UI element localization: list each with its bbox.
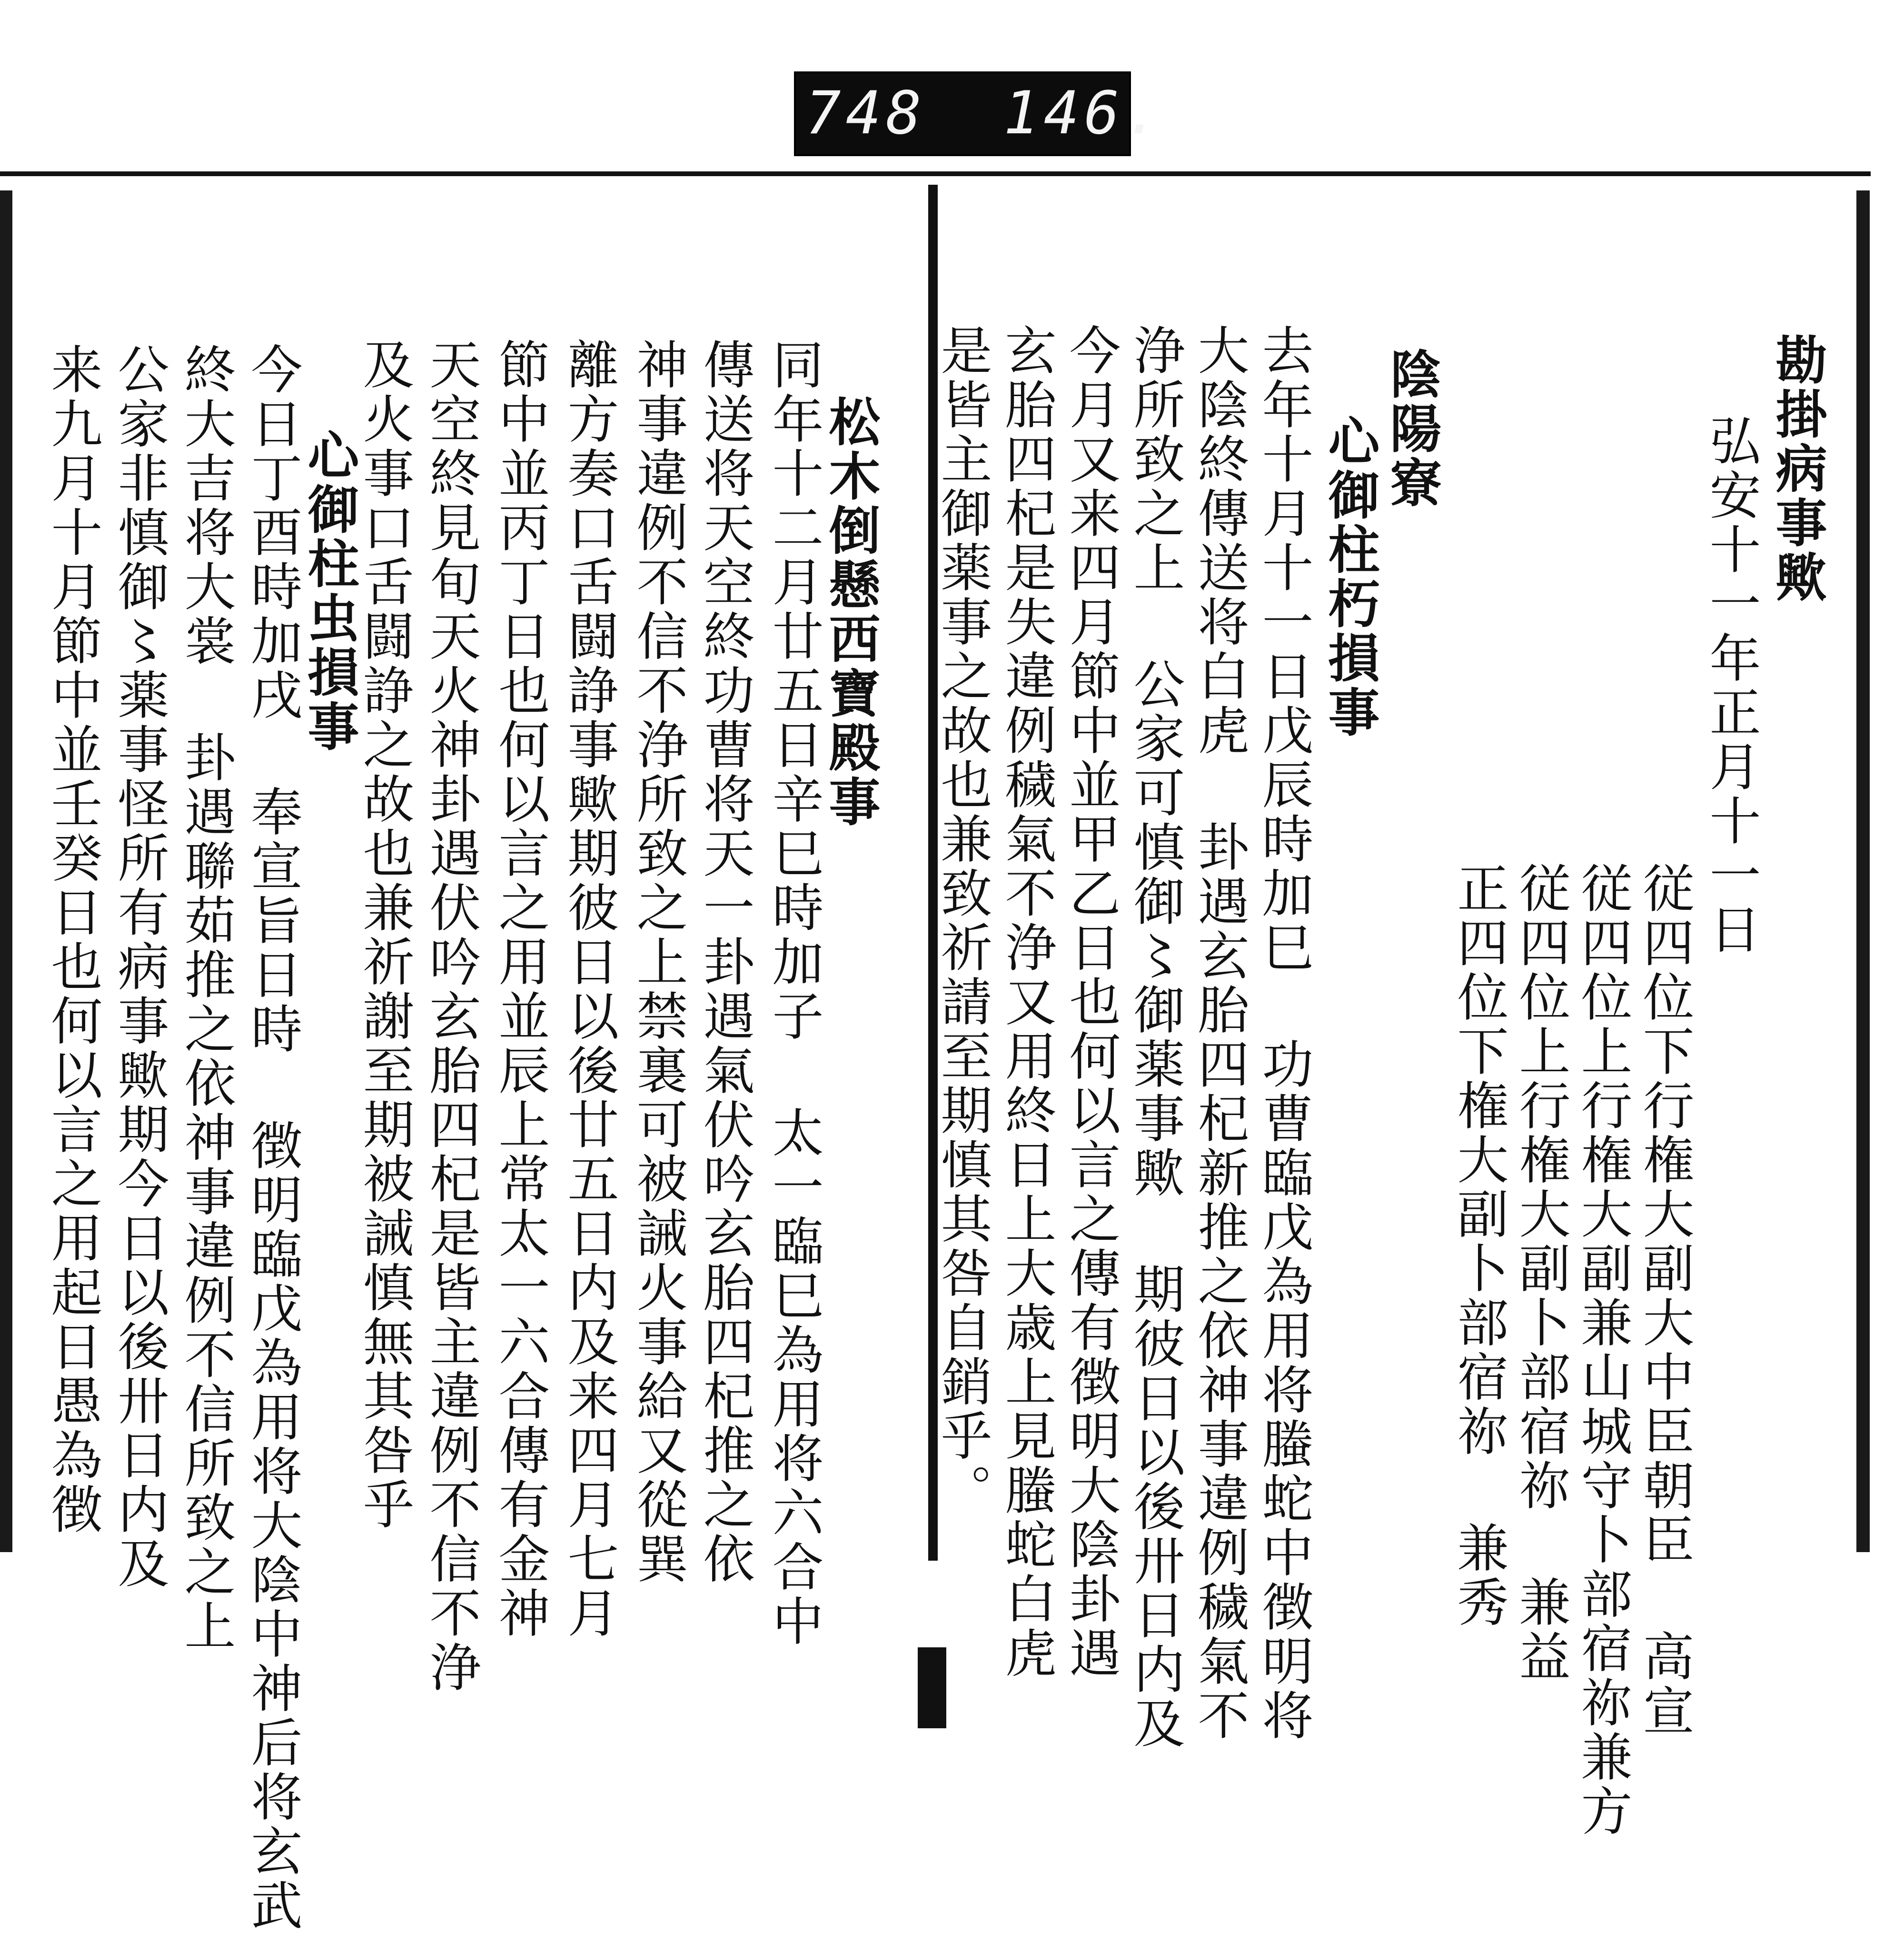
- archive-number-left: 748: [805, 79, 926, 148]
- left-text-column-2: 傳送将天空終功曹将天一卦遇氣伏吟玄胎四杞推之依: [694, 338, 754, 1586]
- archive-number-label: [794, 71, 1165, 156]
- archive-number-right: 146.: [1003, 79, 1165, 148]
- open-book: [0, 171, 1871, 1933]
- right-text-column-3: 浄所致之上 公家可慎御〻御薬事歟 期彼日以後卅日内及: [1125, 324, 1184, 1751]
- right-signatory-4: 正四位下権大副卜部宿祢 兼秀: [1448, 862, 1508, 1630]
- left-text-column-11: 来九月十月節中並壬癸日也何以言之用起日愚為徴: [42, 343, 102, 1537]
- left-text-column-6: 天空終見旬天火神卦遇伏吟玄胎四杞是皆主違例不信不浄: [421, 338, 480, 1695]
- right-signatory-3: 従四位上行権大副卜部宿祢 兼益: [1510, 862, 1570, 1684]
- left-text-column-3: 神事違例不信不浄所致之上禁裏可被誡火事給又從巽: [628, 338, 687, 1586]
- left-heading-pillar-insect: 心御柱虫損事: [299, 428, 359, 754]
- right-date-line: 弘安十一年正月十一日: [1701, 414, 1760, 957]
- right-signatory-2: 従四位上行権大副兼山城守卜部宿祢兼方: [1572, 862, 1632, 1839]
- left-text-column-4: 離方奏口舌闘諍事歟期彼日以後廿五日内及来四月七月: [559, 338, 618, 1641]
- right-heading-divination: 勘掛病事歟: [1767, 333, 1827, 605]
- right-text-column-1: 去年十月十一日戊辰時加巳 功曹臨戊為用将螣蛇中徴明将: [1253, 324, 1313, 1743]
- spine-binding-tab: [918, 1647, 946, 1728]
- left-text-column-9: 終大吉将大裳 卦遇聯茹推之依神事違例不信所致之上: [176, 343, 235, 1654]
- left-page: [0, 190, 943, 1933]
- right-signatory-1: 従四位下行権大副大中臣朝臣 高宣: [1634, 862, 1694, 1738]
- left-text-column-5: 節中並丙丁日也何以言之用並辰上常太一六合傳有金神: [490, 338, 549, 1641]
- left-heading-pine-tree: 松木倒懸西寶殿事: [820, 395, 880, 829]
- right-text-column-6: 是皆主御薬事之故也兼致祈請至期慎其咎自銷乎。: [932, 324, 992, 1518]
- right-heading-pillar-rot: 心御柱朽損事: [1319, 414, 1379, 740]
- left-text-column-7: 及火事口舌闘諍之故也兼祈謝至期被誡慎無其咎乎: [354, 338, 414, 1532]
- left-text-column-10: 公家非慎御〻薬事怪所有病事歟期今日以後卅日内及: [109, 343, 169, 1591]
- right-text-column-2: 大陰終傳送将白虎 卦遇玄胎四杞新推之依神事違例穢氣不: [1189, 324, 1249, 1743]
- left-text-column-1: 同年十二月廿五日辛巳時加子 太一臨巳為用将六合中: [764, 338, 823, 1649]
- right-heading-onmyoryo: 陰陽寮: [1381, 348, 1441, 510]
- right-text-column-4: 今月又来四月節中並甲乙日也何以言之傳有徴明大陰卦遇: [1061, 324, 1120, 1681]
- right-text-column-5: 玄胎四杞是失違例穢氣不浄又用終日上大歳上見螣蛇白虎: [996, 324, 1056, 1681]
- right-page: [932, 190, 1870, 1839]
- left-text-column-8: 今日丁酉時加戌 奉宣旨日時 徴明臨戊為用将大陰中神后将玄武: [242, 343, 302, 1933]
